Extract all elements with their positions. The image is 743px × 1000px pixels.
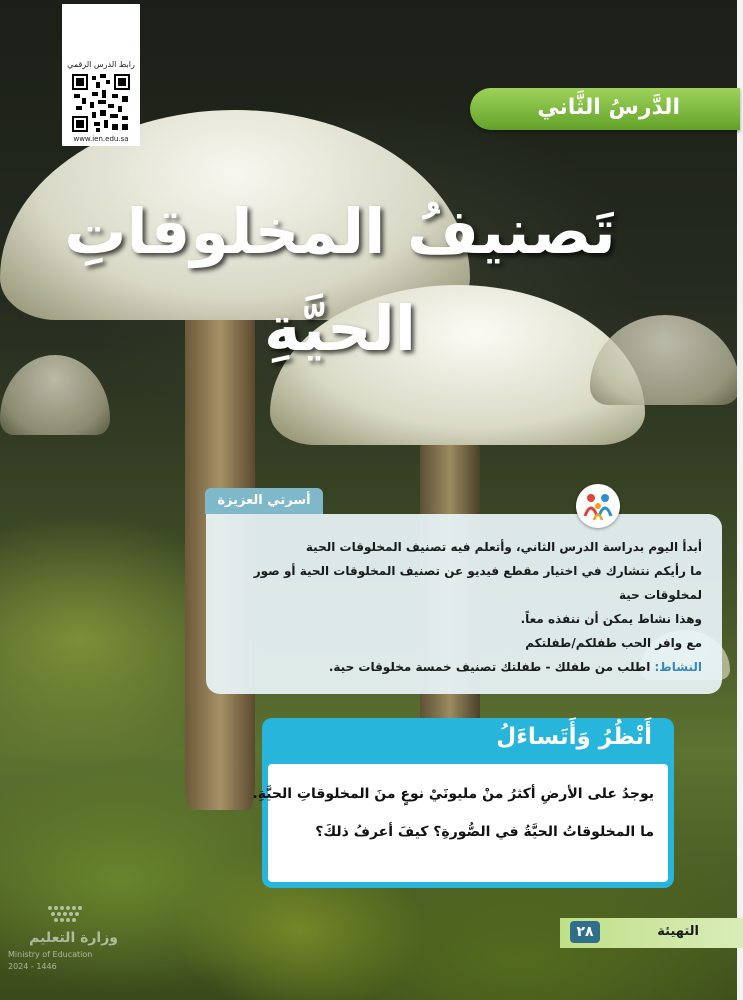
family-activity (329, 660, 702, 674)
qr-caption: رابط الدرس الرقمي (67, 60, 135, 69)
mushroom-cap-far-left (0, 355, 110, 435)
ministry-watermark (8, 900, 118, 980)
look-and-wonder-content (252, 764, 668, 882)
activity-text: اطلب من طفلك - طفلتك تصنيف خمسة مخلوقات حية. (328, 660, 651, 674)
family-line-2: ما رأيكم نتشارك في اختيار مقطع فيديو عن تصنيف المخلوقات الحية أو صور (253, 564, 702, 578)
page-number: ٢٨ (570, 921, 600, 943)
family-line-1: أبدأ اليوم بدراسة الدرس الثاني، وأتعلم فيه تصنيف المخلوقات الحية (305, 540, 702, 554)
qr-url[interactable]: www.ien.edu.sa (73, 135, 129, 143)
family-line-3: لمخلوقات حية (618, 588, 702, 602)
page-title-line1: تَصنيفُ المخلوقاتِ (64, 195, 616, 268)
ministry-name-ar: وزارة التعليم (29, 930, 118, 946)
ministry-year: 2024 - 1446 (8, 962, 57, 971)
question-1: يوجدُ على الأرضِ أكثرُ منْ مليونَيْ نوعٍ منَ المخلوقاتِ الحيَّةِ. (252, 786, 654, 802)
ministry-logo-icon (44, 902, 104, 928)
page-title-line2: الحيَّةِ (263, 292, 417, 365)
family-line-5: مع وافر الحب طفلكم/طفلتكم (525, 636, 702, 650)
family-line-4: وهذا نشاط يمكن أن ننفذه معاً. (520, 612, 702, 626)
question-2: ما المخلوقاتُ الحيَّةُ في الصُّورةِ؟ كيفَ أعرفُ ذلكَ؟ (315, 824, 654, 840)
family-icon (576, 484, 620, 528)
qr-block (62, 4, 140, 146)
footer-section: التهيئة (657, 924, 699, 939)
family-note (206, 514, 722, 694)
ministry-name-en: Ministry of Education (8, 950, 93, 959)
look-and-wonder-box (252, 718, 674, 888)
family-people-icon (576, 484, 620, 528)
activity-key: النشاط: (654, 660, 702, 674)
lesson-tab-label: الدَّرسُ الثَّاني (537, 95, 680, 120)
lesson-tab (470, 88, 740, 130)
qr-code-icon[interactable] (72, 74, 130, 132)
family-label: أسرتي العزيزة (205, 488, 323, 514)
look-and-wonder-title: أَنْظُرُ وَأَتَساءَلُ (496, 724, 652, 750)
page-edge (737, 0, 743, 1000)
